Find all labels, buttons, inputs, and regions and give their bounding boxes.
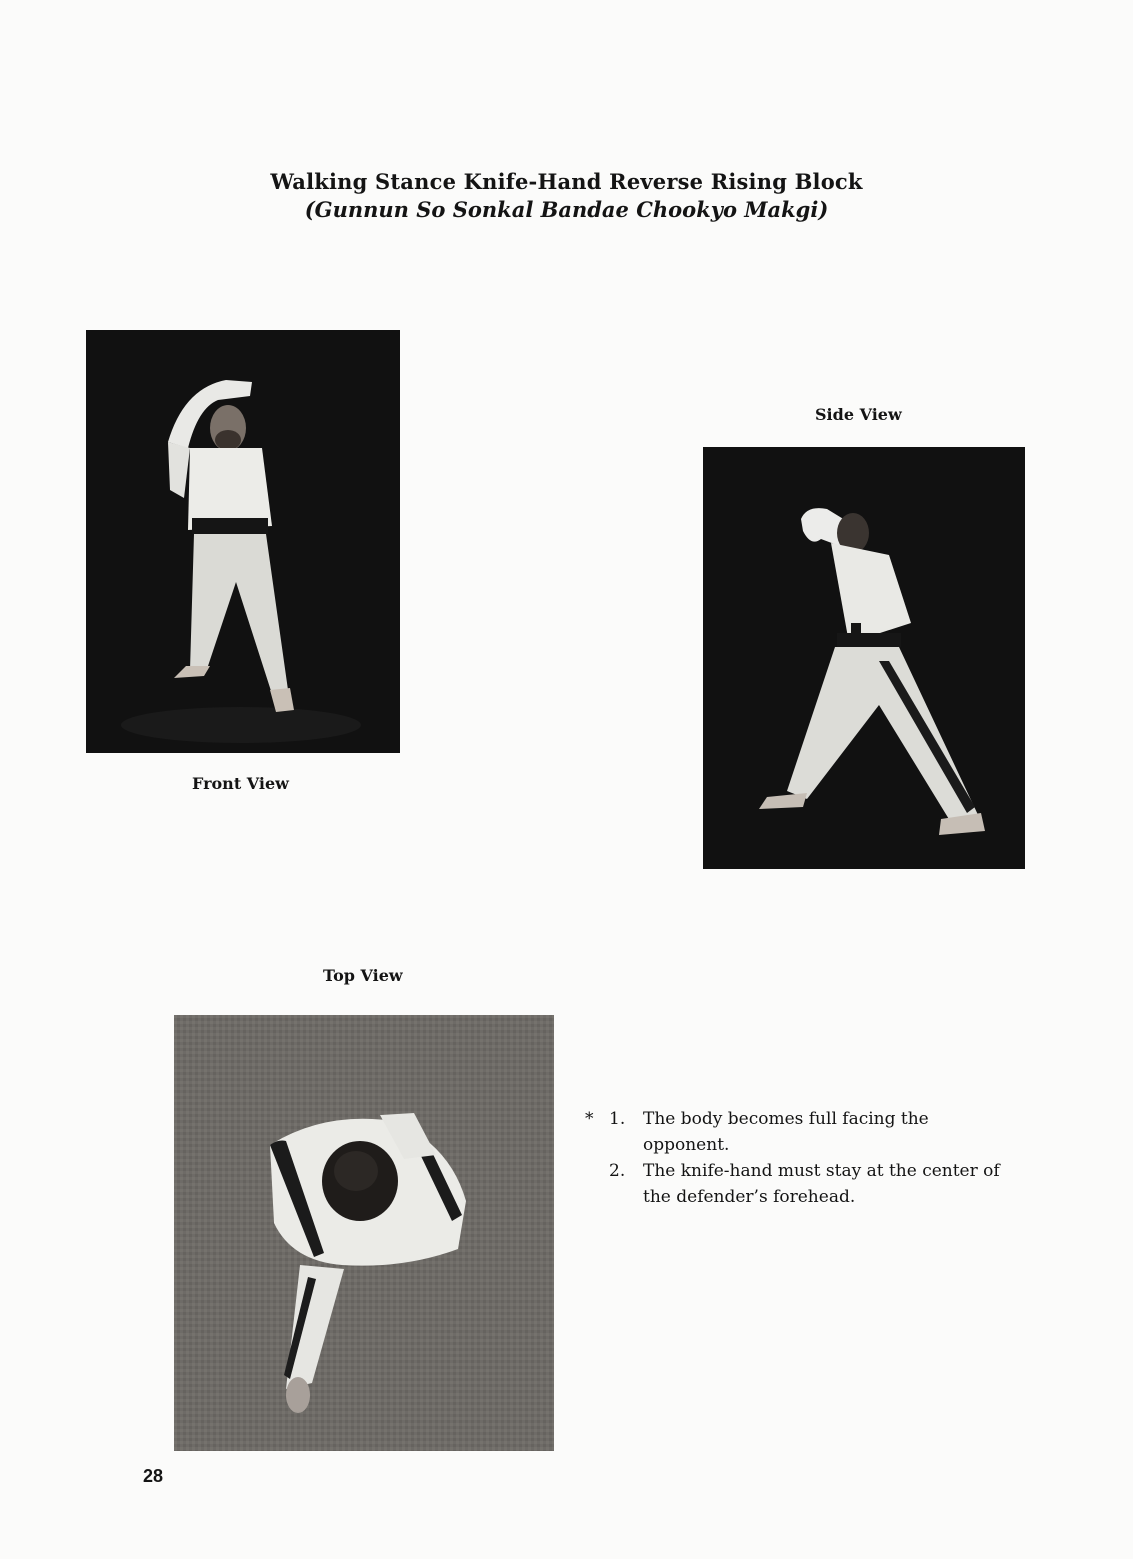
note-marker: * [585,1109,594,1129]
side-view-photo [703,447,1025,869]
note-item-1 [585,1106,1005,1158]
note-number: 1. [609,1109,626,1129]
front-view-caption: Front View [192,774,289,793]
notes-list [585,1106,1005,1210]
top-view-photo [174,1015,554,1451]
top-view-caption: Top View [323,966,403,985]
page-number: 28 [143,1466,164,1486]
page-subtitle: (Gunnun So Sonkal Bandae Chookyo Makgi) [304,197,829,222]
title-block [0,168,1133,224]
side-view-caption: Side View [815,405,902,424]
front-view-photo [86,330,400,753]
page-title: Walking Stance Knife-Hand Reverse Rising Block [270,169,863,194]
note-text: The knife-hand must stay at the center of the defender’s forehead. [643,1161,1000,1207]
note-number: 2. [609,1161,626,1181]
note-text: The body becomes full facing the opponent. [643,1109,929,1155]
note-item-2 [585,1158,1005,1210]
